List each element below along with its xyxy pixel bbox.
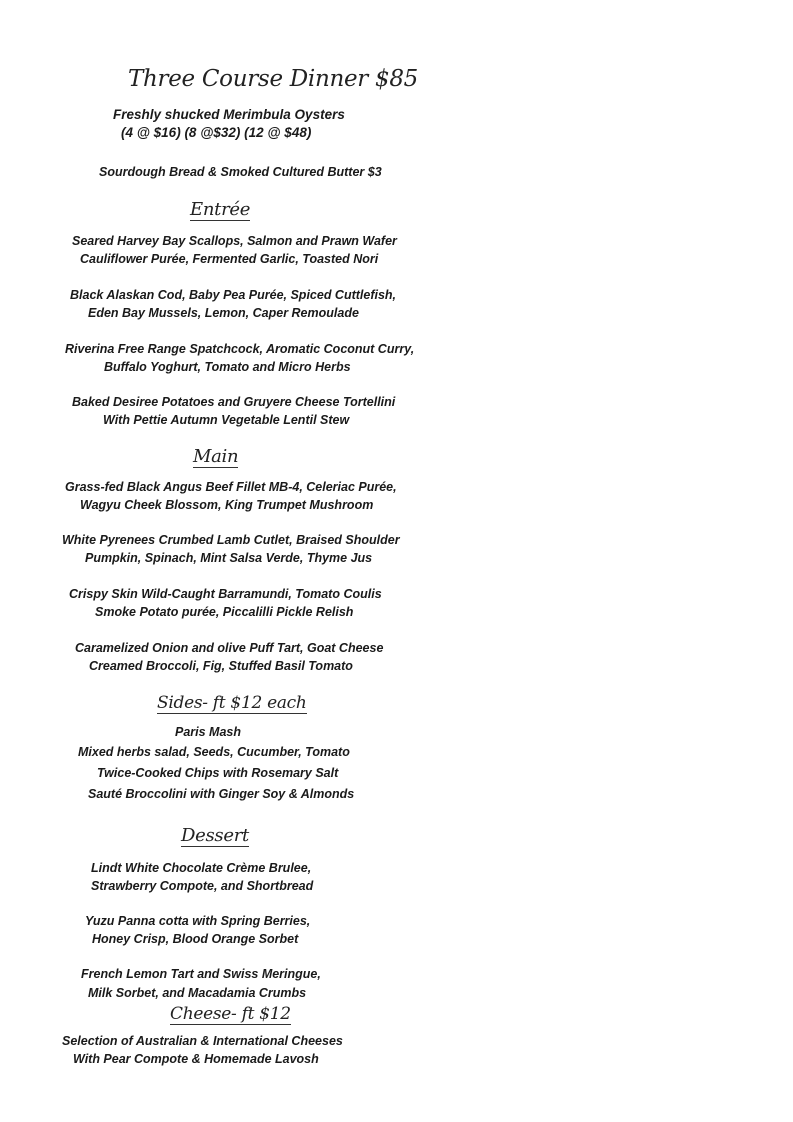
entree-item-1-line-1: Seared Harvey Bay Scallops, Salmon and Prawn Wafer xyxy=(72,234,397,248)
entree-item-2-line-2: Eden Bay Mussels, Lemon, Caper Remoulade xyxy=(88,306,359,320)
dessert-item-3-line-2: Milk Sorbet, and Macadamia Crumbs xyxy=(88,986,307,1000)
entree-item-2-line-1: Black Alaskan Cod, Baby Pea Purée, Spiced Cuttlefish, xyxy=(70,288,397,302)
dessert-item-1-line-1: Lindt White Chocolate Crème Brulee, xyxy=(91,861,312,875)
entree-item-4-line-1: Baked Desiree Potatoes and Gruyere Cheese Tortellini xyxy=(72,395,396,409)
dessert-item-2-line-1: Yuzu Panna cotta with Spring Berries, xyxy=(85,914,311,928)
oysters-name: Freshly shucked Merimbula Oysters xyxy=(113,107,345,122)
dessert-item-3-line-1: French Lemon Tart and Swiss Meringue, xyxy=(81,967,321,981)
entree-item-1-line-2: Cauliflower Purée, Fermented Garlic, Toasted Nori xyxy=(80,252,379,266)
sides-heading: Sides- ft $12 each xyxy=(157,693,307,713)
sides-item-4: Sauté Broccolini with Ginger Soy & Almonds xyxy=(88,787,355,801)
main-item-3-line-2: Smoke Potato purée, Piccalilli Pickle Relish xyxy=(95,605,354,619)
oysters-prices: (4 @ $16) (8 @$32) (12 @ $48) xyxy=(121,125,312,140)
main-item-4-line-1: Caramelized Onion and olive Puff Tart, Goat Cheese xyxy=(75,641,384,655)
cheese-heading: Cheese- ft $12 xyxy=(170,1004,291,1024)
menu-title: Three Course Dinner $85 xyxy=(128,66,419,92)
bread-item: Sourdough Bread & Smoked Cultured Butter $3 xyxy=(99,165,382,179)
main-item-4-line-2: Creamed Broccoli, Fig, Stuffed Basil Tomato xyxy=(89,659,353,673)
entree-item-4-line-2: With Pettie Autumn Vegetable Lentil Stew xyxy=(103,413,350,427)
dessert-item-1-line-2: Strawberry Compote, and Shortbread xyxy=(91,879,314,893)
cheese-line-2: With Pear Compote & Homemade Lavosh xyxy=(73,1052,319,1066)
main-item-3-line-1: Crispy Skin Wild-Caught Barramundi, Tomato Coulis xyxy=(69,587,382,601)
main-item-2-line-2: Pumpkin, Spinach, Mint Salsa Verde, Thyme Jus xyxy=(85,551,373,565)
entree-item-3-line-2: Buffalo Yoghurt, Tomato and Micro Herbs xyxy=(104,360,351,374)
entree-heading: Entrée xyxy=(190,199,251,220)
dessert-item-2-line-2: Honey Crisp, Blood Orange Sorbet xyxy=(92,932,299,946)
entree-item-3-line-1: Riverina Free Range Spatchcock, Aromatic Coconut Curry, xyxy=(65,342,415,356)
sides-item-3: Twice-Cooked Chips with Rosemary Salt xyxy=(97,766,339,780)
cheese-line-1: Selection of Australian & International Cheeses xyxy=(62,1034,343,1048)
main-item-1-line-1: Grass-fed Black Angus Beef Fillet MB-4, Celeriac Purée, xyxy=(65,480,397,494)
main-heading: Main xyxy=(193,446,239,467)
dessert-heading: Dessert xyxy=(181,825,249,846)
sides-item-2: Mixed herbs salad, Seeds, Cucumber, Tomato xyxy=(78,745,350,759)
main-item-1-line-2: Wagyu Cheek Blossom, King Trumpet Mushroom xyxy=(80,498,374,512)
sides-item-1: Paris Mash xyxy=(175,725,242,739)
main-item-2-line-1: White Pyrenees Crumbed Lamb Cutlet, Braised Shoulder xyxy=(62,533,400,547)
